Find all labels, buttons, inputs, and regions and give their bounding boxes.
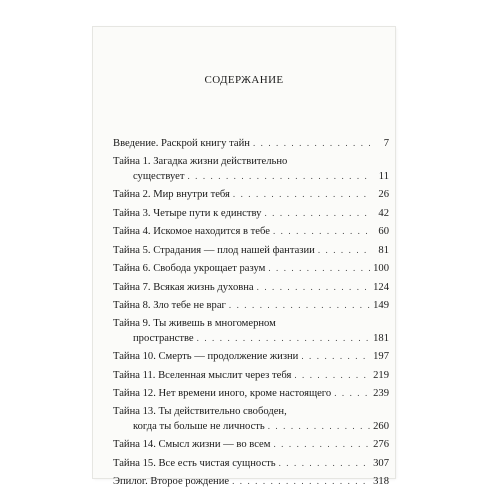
toc-entry — [113, 136, 389, 151]
dot-leader — [279, 456, 370, 470]
toc-entry-title: Тайна 10. Смерть — продолжение жизни — [113, 351, 299, 362]
toc-entry-title: Тайна 9. Ты живешь в многомерном — [113, 317, 276, 329]
toc-entry-line — [113, 261, 389, 276]
toc-page-number: 239 — [373, 388, 389, 399]
toc-entry-line — [113, 317, 389, 331]
toc-entry-line — [113, 386, 389, 401]
toc-entry-title: Тайна 1. Загадка жизни действительно — [113, 155, 288, 167]
toc-entry-line — [113, 136, 389, 151]
toc-entry-title: Тайна 4. Искомое находится в тебе — [113, 226, 270, 237]
toc-entry-title: Тайна 2. Мир внутри тебя — [113, 189, 230, 200]
toc-entry-title: когда ты больше не личность — [133, 420, 265, 432]
toc-page-number: 60 — [378, 226, 389, 237]
toc-page-number: 100 — [373, 263, 389, 274]
toc-entry — [113, 206, 389, 221]
toc-entry — [113, 437, 389, 452]
toc-entry-line — [113, 298, 389, 313]
toc-entry-title: Тайна 7. Всякая жизнь духовна — [113, 281, 254, 293]
toc-entry — [113, 317, 389, 346]
dot-leader — [318, 243, 370, 257]
toc-entry-title: пространстве — [133, 332, 194, 344]
toc-entry-line — [113, 224, 389, 239]
toc-page-number: 7 — [383, 138, 389, 149]
toc-entry-title: Тайна 13. Ты действительно свободен, — [113, 405, 287, 417]
toc-entry — [113, 349, 389, 364]
dot-leader — [268, 261, 370, 275]
toc-entry-title: существует — [133, 170, 185, 182]
toc-entry-line — [113, 280, 389, 295]
dot-leader — [187, 169, 370, 183]
toc-page-number: 260 — [373, 420, 389, 432]
toc-entry-line — [113, 243, 389, 258]
toc-entry-title: Тайна 15. Все есть чистая сущность — [113, 457, 276, 469]
toc-page-number: 42 — [378, 207, 389, 219]
toc-entry — [113, 261, 389, 276]
toc-entry — [113, 243, 389, 258]
toc-page-number: 181 — [373, 332, 389, 344]
toc-entry-line — [113, 456, 389, 471]
toc-page-number: 81 — [378, 244, 389, 256]
toc-page-number: 219 — [373, 369, 389, 381]
toc-page-number: 318 — [373, 476, 389, 487]
toc-entry-line — [113, 187, 389, 202]
toc-page-number: 307 — [373, 457, 389, 469]
toc-entry-line — [113, 155, 389, 169]
toc-page-number: 124 — [373, 281, 389, 293]
toc-page-number: 26 — [378, 189, 389, 200]
dot-leader — [232, 474, 370, 488]
toc-entry-line — [113, 368, 389, 383]
dot-leader — [268, 419, 370, 433]
toc-entry — [113, 280, 389, 295]
toc-entry-line — [113, 349, 389, 364]
toc-entry-title: Тайна 12. Нет времени иного, кроме настоящего — [113, 388, 332, 399]
dot-leader — [301, 349, 370, 363]
toc-entry — [113, 298, 389, 313]
toc-page-number: 11 — [378, 170, 389, 182]
toc-entry-line — [113, 437, 389, 452]
toc-entry — [113, 187, 389, 202]
toc-entry-title: Тайна 11. Вселенная мыслит через тебя — [113, 369, 292, 381]
toc-entry-title: Эпилог. Второе рождение — [113, 476, 230, 487]
toc-entry-title: Тайна 8. Зло тебе не враг — [113, 300, 226, 311]
book-page — [93, 27, 395, 487]
dot-leader — [229, 298, 370, 312]
toc-page-number: 197 — [373, 351, 389, 362]
toc-page-number: 276 — [373, 439, 389, 450]
page-title: СОДЕРЖАНИЕ — [204, 74, 284, 86]
toc-entry — [113, 155, 389, 184]
dot-leader — [197, 331, 370, 345]
toc-entry-title: Тайна 3. Четыре пути к единству — [113, 207, 262, 219]
toc-entry-title: Тайна 5. Страдания — плод нашей фантазии — [113, 244, 315, 256]
dot-leader — [273, 437, 370, 451]
toc-entry-title: Тайна 14. Смысл жизни — во всем — [113, 439, 271, 450]
toc-entry-continuation — [113, 169, 389, 184]
dot-leader — [233, 187, 370, 201]
toc-entry — [113, 224, 389, 239]
toc-entry — [113, 386, 389, 401]
toc-entry — [113, 368, 389, 383]
toc-entry — [113, 456, 389, 471]
toc-entry-line — [113, 206, 389, 221]
toc-entry-line — [113, 474, 389, 489]
toc-entry — [113, 474, 389, 489]
toc-entry-title: Тайна 6. Свобода укрощает разум — [113, 263, 266, 274]
table-of-contents — [113, 136, 389, 493]
dot-leader — [273, 224, 370, 238]
dot-leader — [264, 206, 370, 220]
toc-page-number: 149 — [373, 300, 389, 311]
toc-entry-continuation — [113, 331, 389, 346]
toc-entry — [113, 405, 389, 434]
dot-leader — [334, 386, 370, 400]
dot-leader — [294, 368, 370, 382]
toc-entry-line — [113, 405, 389, 419]
toc-entry-continuation — [113, 419, 389, 434]
dot-leader — [253, 136, 370, 150]
toc-entry-title: Введение. Раскрой книгу тайн — [113, 138, 250, 149]
dot-leader — [257, 280, 370, 294]
